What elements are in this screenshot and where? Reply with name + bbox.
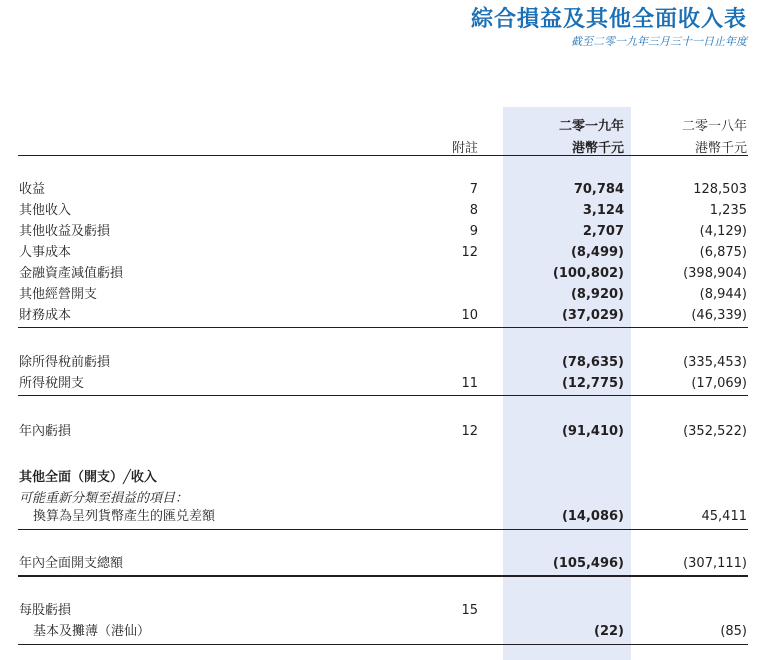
- table-row: [0, 373, 761, 394]
- statement-period: 截至二零一九年三月三十一日止年度: [571, 35, 747, 48]
- note-column-header: 附註: [451, 141, 478, 156]
- row-value-2018: 1,235: [709, 203, 747, 218]
- subtotal-rule: [18, 327, 748, 328]
- row-label: 除所得稅前虧損: [19, 355, 111, 370]
- row-value-2018: (307,111): [683, 556, 747, 571]
- row-value-2019: (8,920): [570, 287, 624, 302]
- year-2019-unit: 港幣千元: [571, 141, 624, 156]
- row-label: 其他經營開支: [19, 287, 98, 302]
- row-value-2019: (12,775): [561, 376, 624, 391]
- row-label: 收益: [19, 182, 46, 197]
- row-label: 人事成本: [19, 245, 72, 260]
- eps-rule: [18, 644, 748, 645]
- row-value-2019: (22): [594, 624, 624, 639]
- table-row: [0, 284, 761, 305]
- year-2018-unit: 港幣千元: [694, 141, 747, 156]
- table-row: [0, 352, 761, 373]
- table-row: [0, 242, 761, 263]
- table-row: [0, 221, 761, 242]
- table-row: [0, 200, 761, 221]
- statement-title: 綜合損益及其他全面收入表: [470, 7, 747, 32]
- row-value-2019: 2,707: [582, 224, 624, 239]
- table-row: [0, 421, 761, 442]
- year-2019-header: 二零一九年: [558, 119, 624, 134]
- row-value-2019: (8,499): [570, 245, 624, 260]
- table-row: [0, 600, 761, 621]
- table-row: [0, 179, 761, 200]
- row-label: 年內虧損: [19, 424, 72, 439]
- eps-note: 15: [461, 603, 478, 618]
- row-note: 9: [469, 224, 478, 239]
- row-value-2019: 3,124: [582, 203, 624, 218]
- row-value-2019: (14,086): [561, 509, 624, 524]
- oci-section-subtitle: 可能重新分類至損益的項目：: [19, 491, 189, 506]
- row-value-2018: (8,944): [699, 287, 747, 302]
- row-label: 其他收入: [19, 203, 72, 218]
- row-note: 12: [461, 245, 478, 260]
- total-rule: [18, 575, 748, 577]
- row-value-2019: (105,496): [552, 556, 624, 571]
- row-value-2019: (100,802): [552, 266, 624, 281]
- row-label: 所得稅開支: [19, 376, 85, 391]
- eps-title: 每股虧損: [19, 603, 72, 618]
- row-note: 11: [461, 376, 478, 391]
- table-row: [0, 305, 761, 326]
- row-label: 其他收益及虧損: [19, 224, 111, 239]
- row-value-2018: (46,339): [691, 308, 747, 323]
- row-label: 年內全面開支總額: [19, 556, 124, 571]
- row-note: 7: [469, 182, 478, 197]
- row-note: 8: [469, 203, 478, 218]
- row-value-2018: 128,503: [693, 182, 747, 197]
- row-value-2018: (17,069): [691, 376, 747, 391]
- row-value-2019: (37,029): [561, 308, 624, 323]
- row-note: 10: [461, 308, 478, 323]
- year-2018-header: 二零一八年: [681, 119, 747, 134]
- row-label: 基本及攤薄（港仙）: [33, 624, 151, 639]
- row-label: 換算為呈列貨幣產生的匯兑差額: [33, 509, 216, 524]
- subtotal-rule: [18, 529, 748, 530]
- table-row: [0, 553, 761, 574]
- row-value-2018: (6,875): [699, 245, 747, 260]
- row-value-2019: (91,410): [561, 424, 624, 439]
- row-value-2018: (352,522): [683, 424, 747, 439]
- oci-section-title: 其他全面（開支）╱收入: [19, 470, 157, 485]
- row-value-2018: (335,453): [683, 355, 747, 370]
- row-value-2019: (78,635): [561, 355, 624, 370]
- subtotal-rule: [18, 395, 748, 396]
- row-label: 金融資產減值虧損: [19, 266, 124, 281]
- row-value-2019: 70,784: [573, 182, 624, 197]
- table-row: [0, 263, 761, 284]
- table-row: [0, 506, 761, 527]
- row-value-2018: (398,904): [683, 266, 747, 281]
- row-note: 12: [461, 424, 478, 439]
- row-label: 財務成本: [19, 308, 72, 323]
- row-value-2018: 45,411: [701, 509, 747, 524]
- row-value-2018: (85): [720, 624, 747, 639]
- table-row: [0, 621, 761, 642]
- row-value-2018: (4,129): [699, 224, 747, 239]
- header-rule: [18, 155, 748, 156]
